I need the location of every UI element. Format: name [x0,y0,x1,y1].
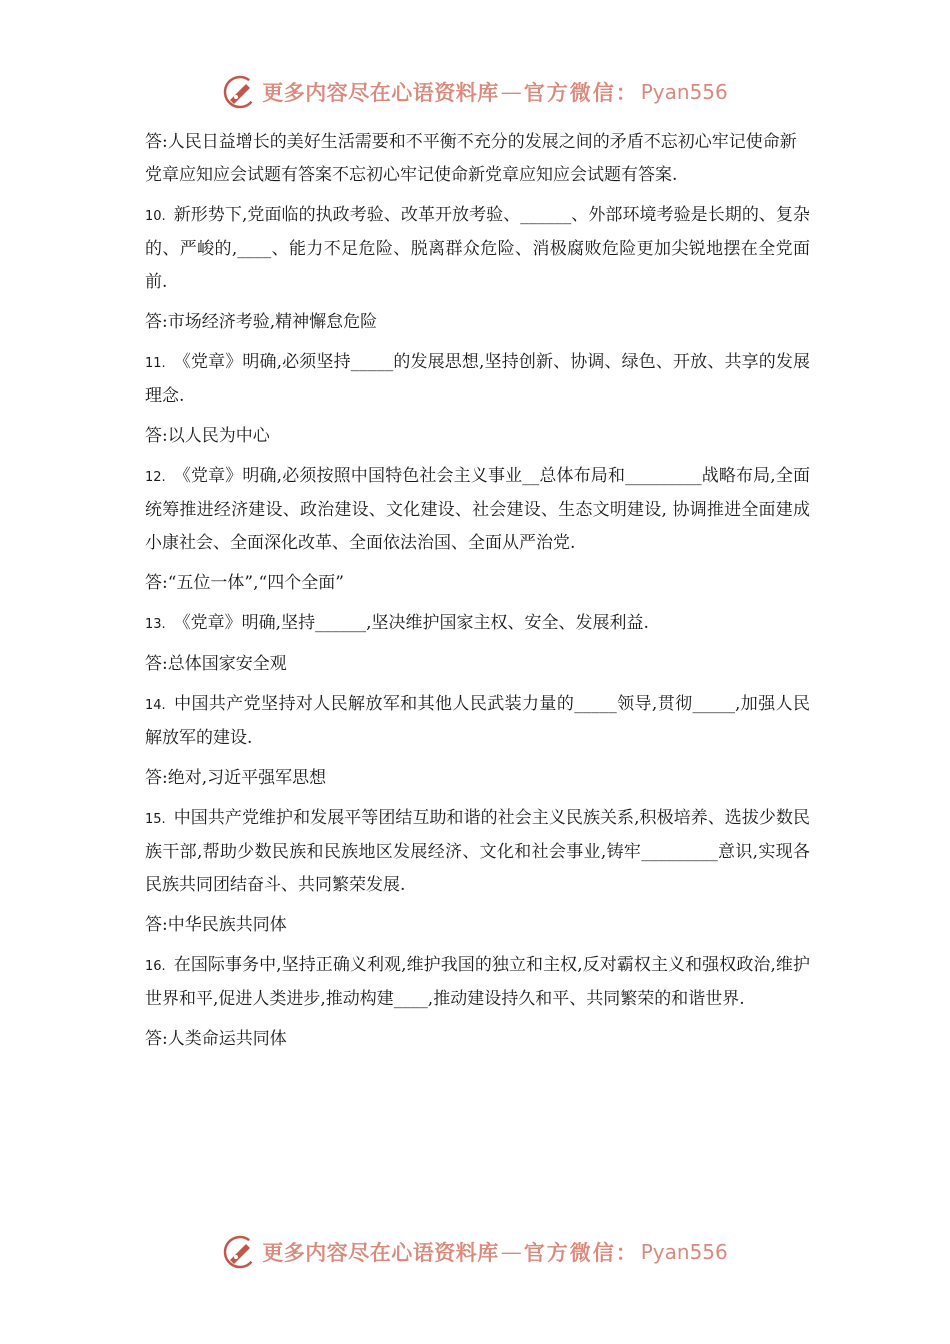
question-14 [145,688,810,795]
question-number: 13. [145,617,166,632]
banner-label: 官方微信： [523,80,639,105]
answer-text: 答:人类命运共同体 [145,1029,287,1049]
question-text: 中国共产党维护和发展平等团结互助和谐的社会主义民族关系,积极培养、选拔少数民族干部,帮助少数民族和民族地区发展经济、文化和社会事业,铸牢_________意识,实现各民族共同团结奋斗、共同繁荣发展. [145,808,810,895]
question-16 [145,949,810,1056]
question-13 [145,607,810,681]
banner-separator: — [500,80,522,104]
question-text: 在国际事务中,坚持正确义利观,维护我国的独立和主权,反对霸权主义和强权政治,维护世界和平,促进人类进步,推动构建____,推动建设持久和平、共同繁荣的和谐世界. [145,955,810,1009]
answer-text: 答:市场经济考验,精神懈怠危险 [145,312,378,332]
banner-text: 更多内容尽在心语资料库 [262,80,499,105]
question-12 [145,460,810,600]
footer-banner [0,1232,950,1272]
banner-wechat-id: Pyan556 [640,1240,728,1264]
pen-nib-logo-icon [222,1234,258,1270]
document-body [145,126,810,1063]
question-text: 《党章》明确,必须按照中国特色社会主义事业__总体布局和_________战略布局,全面统筹推进经济建设、政治建设、文化建设、社会建设、生态文明建设, 协调推进全面建成小康社会、全面深化改革、全面依法治国、全面从严治党. [145,466,810,553]
answer-text: 答:绝对,习近平强军思想 [145,768,327,788]
header-banner [0,72,950,112]
banner-wechat-id: Pyan556 [640,80,728,104]
intro-answer: 答:人民日益增长的美好生活需要和不平衡不充分的发展之间的矛盾不忘初心牢记使命新党章应知应会试题有答案不忘初心牢记使命新党章应知应会试题有答案. [145,132,797,185]
pen-nib-logo-icon [222,74,258,110]
answer-text: 答:总体国家安全观 [145,654,287,674]
question-number: 16. [145,959,166,974]
question-text: 中国共产党坚持对人民解放军和其他人民武装力量的_____领导,贯彻_____,加强人民解放军的建设. [145,694,810,748]
answer-text: 答:中华民族共同体 [145,915,287,935]
question-text: 新形势下,党面临的执政考验、改革开放考验、______、外部环境考验是长期的、复杂的、严峻的,____、能力不足危险、脱离群众危险、消极腐败危险更加尖锐地摆在全党面前. [145,205,810,292]
question-number: 12. [145,470,166,485]
answer-text: 答:以人民为中心 [145,426,270,446]
question-text: 《党章》明确,坚持______,坚决维护国家主权、安全、发展利益. [173,613,649,633]
question-10 [145,199,810,339]
question-number: 10. [145,209,166,224]
question-number: 11. [145,356,166,371]
question-number: 15. [145,812,166,827]
question-text: 《党章》明确,必须坚持_____的发展思想,坚持创新、协调、绿色、开放、共享的发展理念. [145,352,810,406]
question-15 [145,802,810,942]
question-number: 14. [145,698,166,713]
question-11 [145,346,810,453]
banner-label: 官方微信： [523,1240,639,1265]
banner-separator: — [500,1240,522,1264]
banner-text: 更多内容尽在心语资料库 [262,1240,499,1265]
answer-text: 答:“五位一体”,“四个全面” [145,573,344,593]
